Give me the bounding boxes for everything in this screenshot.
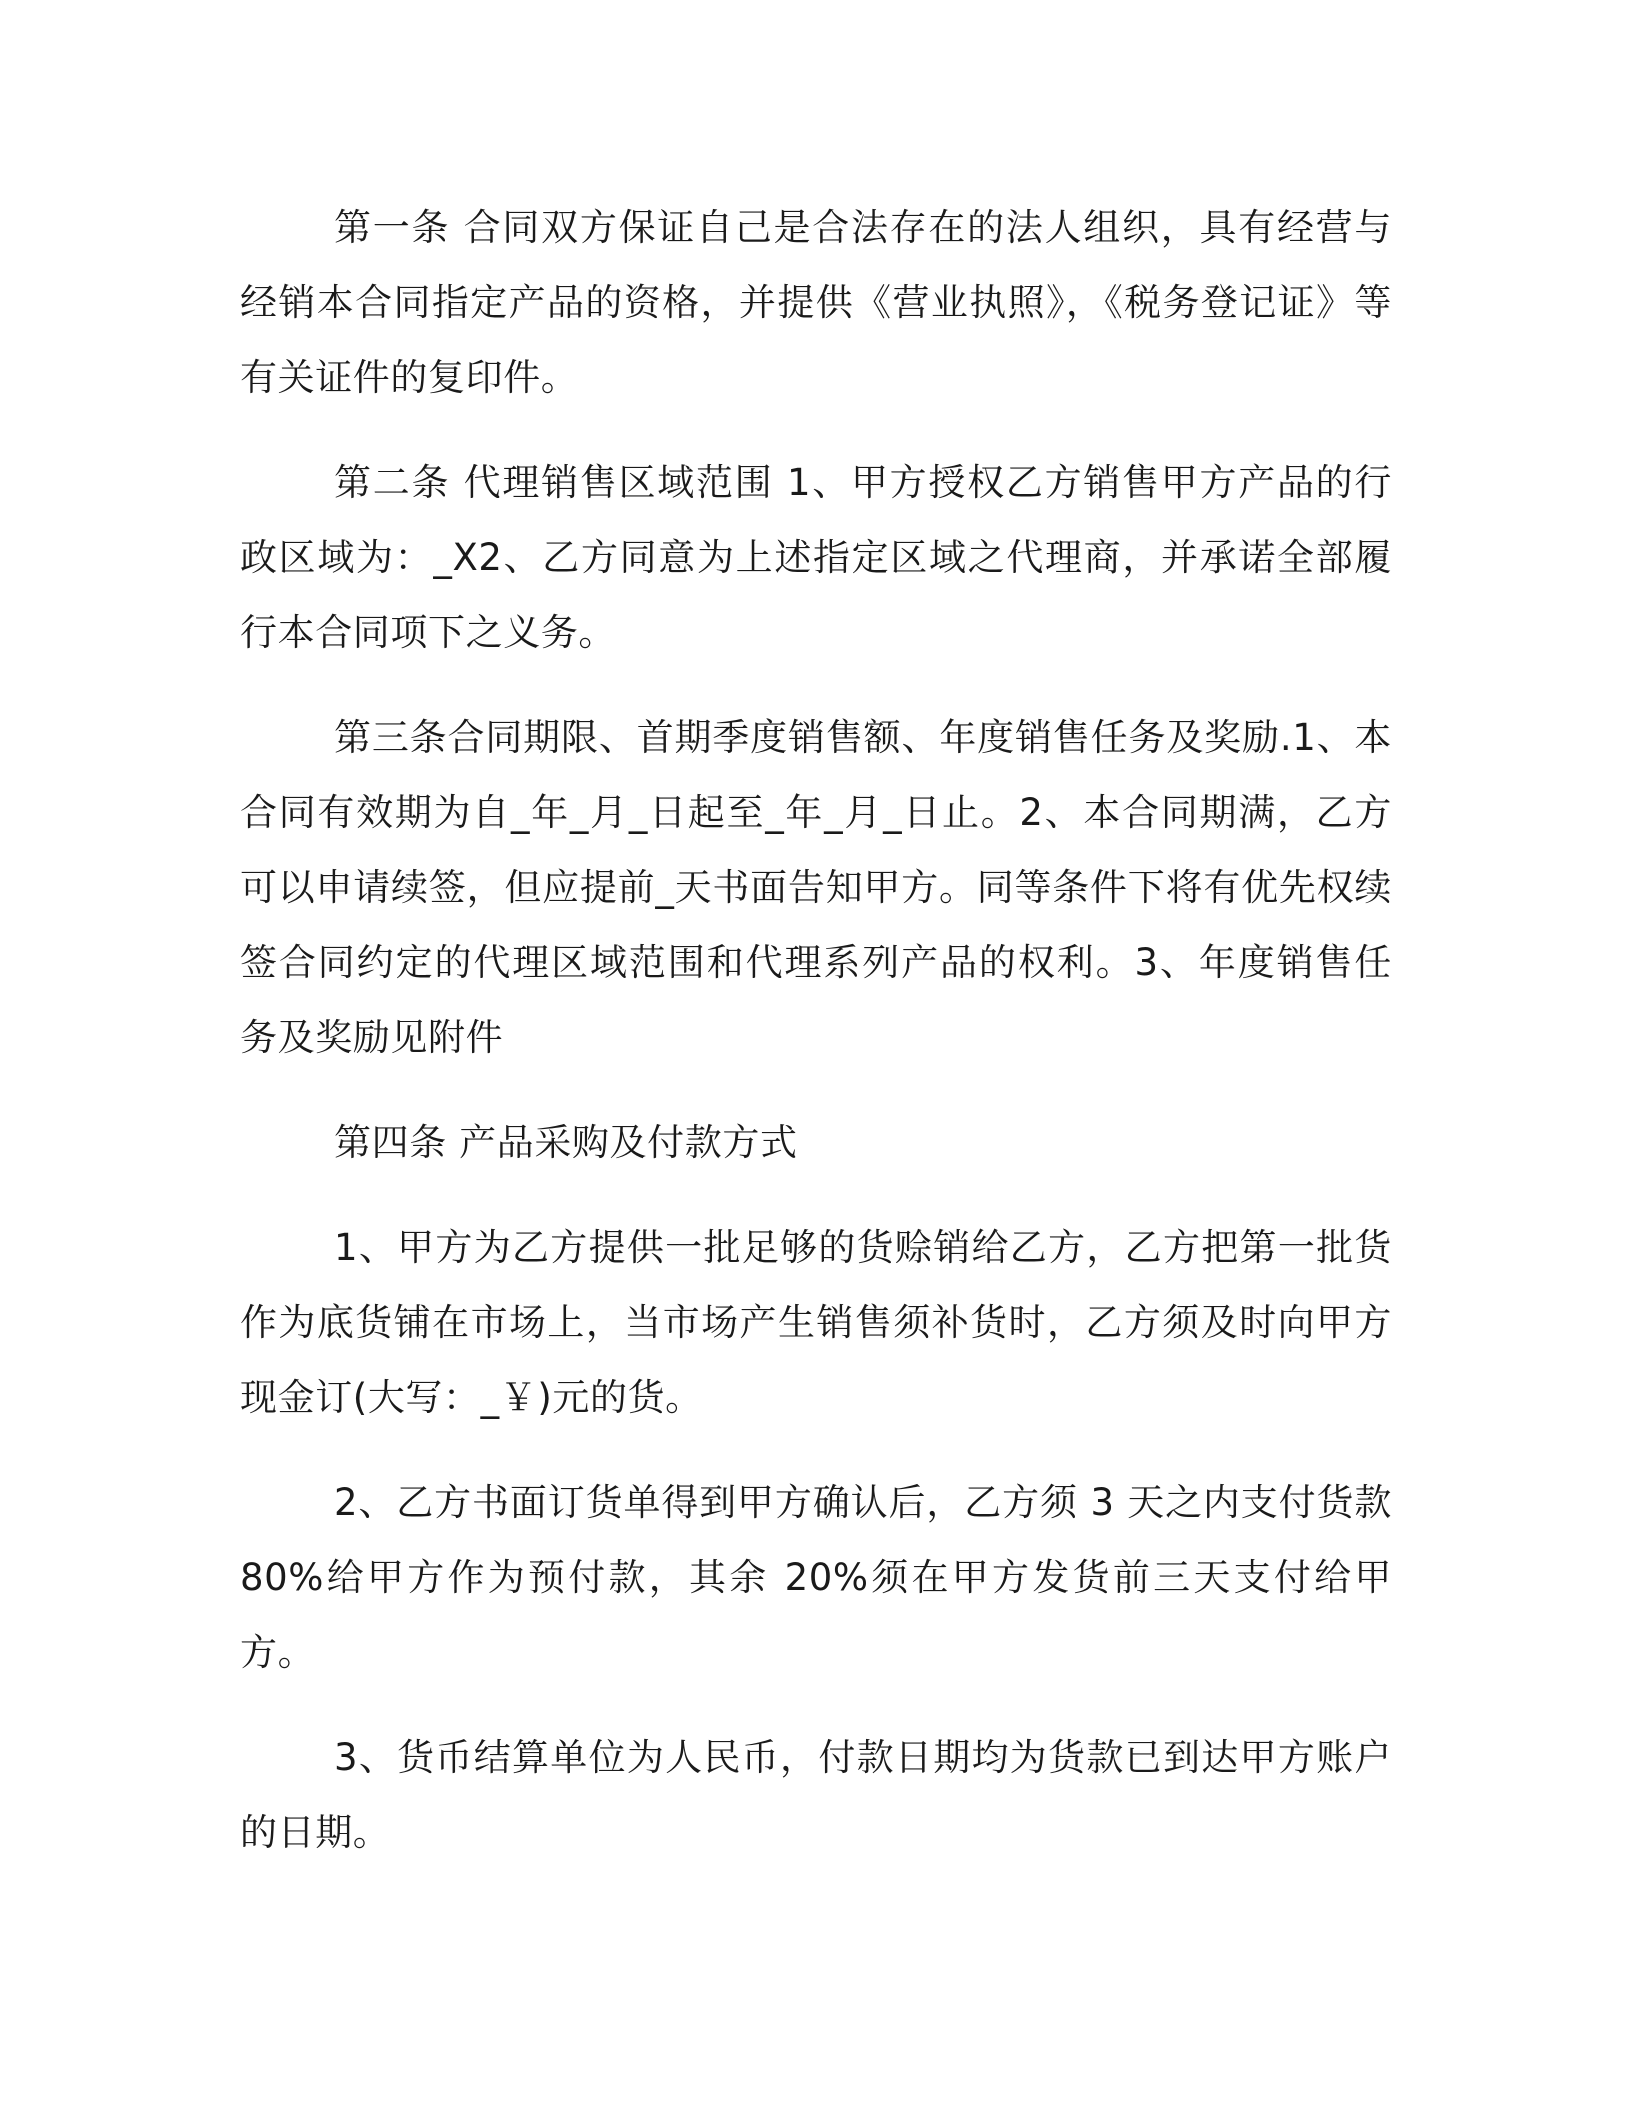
- article-3-paragraph: 第三条合同期限、首期季度销售额、年度销售任务及奖励.1、本合同有效期为自_年_月_日起至_年_月_日止。2、本合同期满，乙方可以申请续签，但应提前_天书面告知甲方。同等条件下将有优先权续签合同约定的代理区域范围和代理系列产品的权利。3、年度销售任务及奖励见附件: [240, 716, 1392, 1059]
- article-4-clause-3: 3、货币结算单位为人民币，付款日期均为货款已到达甲方账户的日期。: [240, 1736, 1392, 1854]
- article-4-clause-2: 2、乙方书面订货单得到甲方确认后，乙方须 3 天之内支付货款 80%给甲方作为预付款，其余 20%须在甲方发货前三天支付给甲方。: [240, 1481, 1392, 1674]
- document-body: [240, 190, 1392, 1870]
- article-4-clause-1: 1、甲方为乙方提供一批足够的货赊销给乙方，乙方把第一批货作为底货铺在市场上，当市场产生销售须补货时，乙方须及时向甲方现金订(大写：_￥)元的货。: [240, 1226, 1392, 1419]
- article-1-paragraph: 第一条 合同双方保证自己是合法存在的法人组织，具有经营与经销本合同指定产品的资格，并提供《营业执照》，《税务登记证》等有关证件的复印件。: [240, 206, 1392, 399]
- article-2-paragraph: 第二条 代理销售区域范围 1、甲方授权乙方销售甲方产品的行政区域为：_X2、乙方同意为上述指定区域之代理商，并承诺全部履行本合同项下之义务。: [240, 461, 1392, 654]
- article-4-heading: 第四条 产品采购及付款方式: [334, 1121, 798, 1164]
